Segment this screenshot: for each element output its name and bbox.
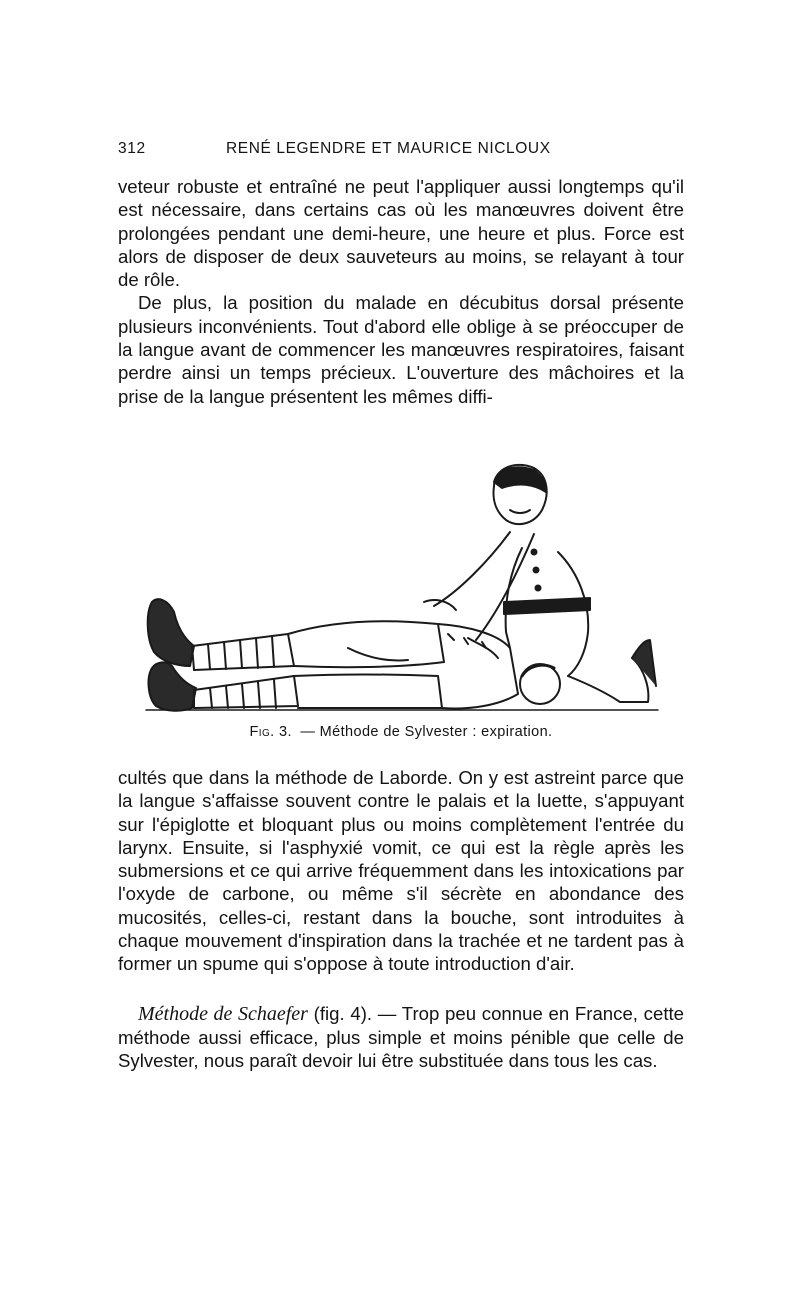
text-block-top [118, 175, 684, 408]
paragraph-de-plus: De plus, la position du malade en décubitus dorsal présente plusieurs inconvénients. Tout d'abord elle oblige à se préoccuper de la langue avant de commencer les manœuvres respiratoires, faisant perdre ainsi un temps précieux. L'ouverture des mâchoires et la prise de la langue présentent les mêmes diffi- [118, 292, 684, 407]
paragraph-continuation: veteur robuste et entraîné ne peut l'appliquer aussi longtemps qu'il est nécessaire, dans certains cas où les manœuvres doivent être prolongées pendant une demi-heure, une heure et plus. Force est alors de disposer de deux sauveteurs au moins, se relayant à tour de rôle. [118, 176, 684, 291]
figure-caption [118, 724, 684, 740]
paragraph-cultes: cultés que dans la méthode de Laborde. On y est astreint parce que la langue s'affaisse souvent contre le palais et la luette, s'appuyant sur l'épiglotte et bloquant plus ou moins complètement l'entrée du larynx. Ensuite, si l'asphyxié vomit, ce qui est la règle après les submersions et ce qui arrive fréquemment dans les intoxications par l'oxyde de carbone, ou même s'il sécrète en abondance des mucosités, celles-ci, restant dans la bouche, sont introduites à chaque mouvement d'inspiration dans la trachée et ne tardent pas à former un spume qui s'oppose à toute introduction d'air. [118, 767, 684, 975]
figure-caption-text: — Méthode de Sylvester : expiration. [300, 724, 553, 740]
paragraph-schaefer-body: (fig. 4). — Trop peu connue en France, cette méthode aussi efficace, plus simple et moins pénible que celle de Sylvester, nous paraît devoir lui être substituée dans tous les cas. [118, 1002, 684, 1072]
running-head-authors: RENÉ LEGENDRE ET MAURICE NICLOUX [226, 140, 551, 157]
figure-label: Fig. 3. [249, 724, 292, 740]
paragraph-methode-schaefer [118, 1002, 684, 1073]
figure-sylvester-illustration [138, 462, 668, 720]
section-title-schaefer: Méthode de Schaefer [138, 1002, 308, 1025]
text-block-bottom [118, 766, 684, 1073]
running-head [118, 140, 680, 164]
page-number: 312 [118, 140, 146, 157]
sylvester-method-drawing [138, 462, 668, 720]
